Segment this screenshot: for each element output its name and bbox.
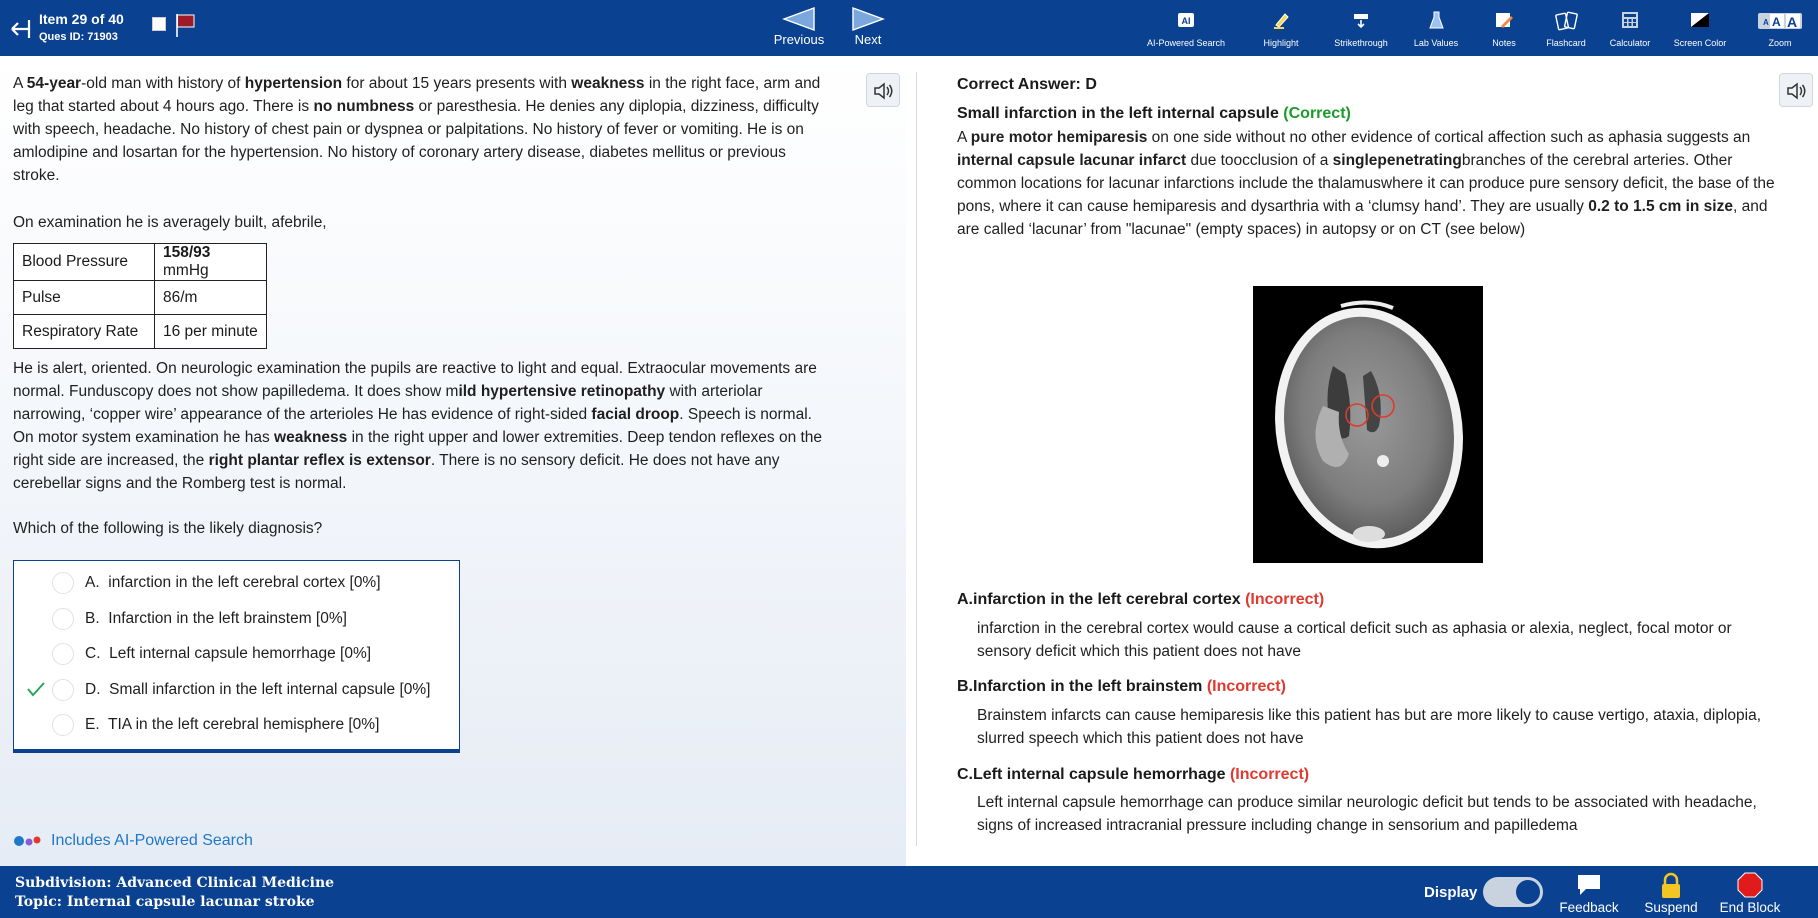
choice-text bbox=[85, 574, 381, 592]
tool-label: Screen Color bbox=[1673, 38, 1727, 48]
choice-a[interactable] bbox=[14, 567, 459, 597]
ai-dots-icon bbox=[13, 835, 43, 847]
question-paragraph-3 bbox=[13, 357, 833, 495]
option-b-heading bbox=[957, 678, 1286, 696]
bold-run: 54-year bbox=[26, 75, 82, 92]
choice-text bbox=[85, 645, 371, 663]
table-row bbox=[14, 315, 267, 349]
text-run: for about 15 years presents with bbox=[342, 75, 572, 92]
text-run: or paresthesia. He denies any diplopia, dizziness, difficulty with speech, headache. No history of chest pain or dyspnea or palpitations. No history of fever or vomiting. He is on amlodipine and losartan for the hypertension. No history of coronary artery disease, diabetes mellitus or previous stroke. bbox=[13, 98, 819, 184]
ct-scan-image bbox=[1253, 286, 1483, 563]
notes-icon bbox=[1493, 10, 1515, 30]
radio-button[interactable] bbox=[52, 608, 74, 630]
brain-ct-illustration bbox=[1253, 286, 1483, 563]
ai-note-text: Includes AI-Powered Search bbox=[51, 832, 253, 849]
ai-search-icon bbox=[1175, 10, 1197, 30]
bold-run: right plantar reflex is extensor bbox=[208, 452, 431, 469]
text-run: . Speech is normal. On motor system examination he has bbox=[13, 406, 812, 446]
item-info bbox=[39, 11, 124, 43]
choice-label: TIA in the left cerebral hemisphere [0%] bbox=[108, 716, 380, 733]
highlight-pen-icon bbox=[1270, 10, 1292, 30]
choice-letter: E. bbox=[85, 716, 100, 733]
choice-c[interactable] bbox=[14, 638, 459, 668]
bold-run: internal capsule lacunar infarct bbox=[957, 152, 1187, 169]
display-label: Display bbox=[1424, 884, 1478, 901]
flag-icon[interactable] bbox=[174, 12, 196, 43]
correct-check-icon bbox=[26, 680, 46, 698]
option-c-heading bbox=[957, 766, 1309, 784]
option-b-explanation: Brainstem infarcts can cause hemiparesis like this patient has but are more likely to cause vertigo, ataxia, diplopia, slurred speech which this patient does not have bbox=[977, 707, 1761, 747]
text-run: due toocclusion of a bbox=[1186, 152, 1333, 169]
next-arrow-icon bbox=[851, 6, 885, 32]
vital-value bbox=[155, 244, 267, 281]
tool-label: AI-Powered Search bbox=[1146, 38, 1226, 48]
vital-label: Respiratory Rate bbox=[14, 315, 155, 349]
subdivision-label: Subdivision: Advanced Clinical Medicine bbox=[15, 875, 335, 891]
tool-label: Strikethrough bbox=[1334, 38, 1388, 48]
answer-choices bbox=[13, 560, 460, 753]
back-arrow-icon[interactable] bbox=[8, 12, 32, 42]
text-run: , and are called ‘lacunar’ from "lacunae" (empty spaces) in autopsy or on CT (see below) bbox=[957, 198, 1768, 238]
vital-value bbox=[155, 281, 267, 315]
option-head: B.Infarction in the left brainstem bbox=[957, 678, 1203, 695]
screen-color-icon bbox=[1689, 10, 1711, 30]
tool-highlight[interactable] bbox=[1252, 6, 1310, 52]
choice-b[interactable] bbox=[14, 603, 459, 633]
question-stem: Which of the following is the likely diagnosis? bbox=[13, 520, 323, 537]
bold-run: ild hypertensive retinopathy bbox=[458, 383, 666, 400]
radio-button[interactable] bbox=[52, 714, 74, 736]
vital-value-rest: 86/m bbox=[163, 288, 198, 306]
text-run: on one side without no other evidence of cortical affection such as aphasia suggests an bbox=[1147, 129, 1751, 146]
tool-screen-color[interactable] bbox=[1668, 6, 1732, 52]
text-run: with arteriolar narrowing, ‘copper wire’ appearance of the arterioles He has evidence of right-sided bbox=[13, 383, 763, 423]
feedback-button[interactable] bbox=[1560, 870, 1618, 916]
topic-label: Topic: Internal capsule lacunar stroke bbox=[15, 894, 315, 910]
tool-label: Calculator bbox=[1609, 38, 1651, 48]
tool-flashcard[interactable] bbox=[1540, 6, 1592, 52]
radio-button[interactable] bbox=[52, 643, 74, 665]
toggle-knob bbox=[1516, 880, 1540, 904]
option-head: C.Left internal capsule hemorrhage bbox=[957, 766, 1226, 783]
bold-run: no numbness bbox=[313, 98, 415, 115]
text-run: A bbox=[13, 75, 27, 92]
vital-value bbox=[155, 315, 267, 349]
feedback-label: Feedback bbox=[1559, 900, 1619, 915]
end-block-label: End Block bbox=[1719, 900, 1781, 915]
item-counter: Item 29 of 40 bbox=[39, 11, 124, 27]
svg-text:A: A bbox=[1787, 14, 1798, 30]
choice-letter: D. bbox=[85, 681, 101, 698]
option-status: (Incorrect) bbox=[1229, 766, 1310, 783]
tool-label: Lab Values bbox=[1413, 38, 1459, 48]
vital-value-rest: mmHg bbox=[163, 262, 209, 279]
tool-label: Flashcard bbox=[1546, 38, 1586, 48]
table-row bbox=[14, 244, 267, 281]
answer-title-text: Small infarction in the left internal capsule bbox=[957, 105, 1279, 122]
choice-text bbox=[85, 610, 347, 628]
choice-letter: B. bbox=[85, 610, 100, 627]
bold-run: singlepenetrating bbox=[1332, 152, 1462, 169]
question-paragraph-1 bbox=[13, 72, 833, 187]
lock-icon bbox=[1659, 872, 1683, 900]
feedback-bubble-icon bbox=[1575, 872, 1603, 898]
previous-arrow-icon bbox=[782, 6, 816, 32]
explanation-body bbox=[957, 126, 1782, 241]
suspend-label: Suspend bbox=[1644, 900, 1698, 915]
text-run: -old man with history of bbox=[81, 75, 245, 92]
table-row bbox=[14, 281, 267, 315]
choice-letter: A. bbox=[85, 574, 100, 591]
speaker-icon bbox=[873, 81, 895, 101]
vitals-table bbox=[13, 243, 267, 349]
stop-octagon-icon bbox=[1737, 872, 1763, 898]
text-run: in the right upper and lower extremities. Deep tendon reflexes on the right side are increased, the bbox=[13, 429, 823, 469]
choice-text bbox=[85, 681, 431, 699]
calculator-icon bbox=[1619, 10, 1641, 30]
choice-label: Infarction in the left brainstem [0%] bbox=[108, 610, 347, 627]
question-id: Ques ID: 71903 bbox=[39, 31, 118, 43]
tool-ai-search[interactable] bbox=[1140, 6, 1232, 52]
vital-value-rest: 16 per minute bbox=[163, 322, 258, 340]
bottom-bar bbox=[0, 866, 1818, 918]
choice-e[interactable] bbox=[14, 709, 459, 739]
option-head: A.infarction in the left cerebral cortex bbox=[957, 591, 1241, 608]
bold-run: facial droop bbox=[591, 406, 680, 423]
ai-powered-search-note[interactable] bbox=[13, 832, 253, 850]
exam-intro: On examination he is averagely built, afebrile, bbox=[13, 214, 327, 231]
tool-label: Zoom bbox=[1768, 38, 1792, 48]
choice-label: Small infarction in the left internal capsule [0%] bbox=[109, 681, 431, 698]
correct-answer-label: Correct Answer: D bbox=[957, 76, 1097, 93]
vital-label: Blood Pressure bbox=[14, 244, 155, 281]
choice-text bbox=[85, 716, 379, 734]
next-button[interactable] bbox=[836, 3, 900, 53]
tool-lab-values[interactable] bbox=[1408, 6, 1464, 52]
svg-text:A: A bbox=[1772, 15, 1781, 29]
panel-divider bbox=[916, 72, 917, 846]
tool-strikethrough[interactable] bbox=[1328, 6, 1394, 52]
text-run: He is alert, oriented. On neurologic examination the pupils are reactive to light and equal. Extraocular movements are normal. Funduscopy does not show papilledema. It does show m bbox=[13, 360, 817, 400]
speaker-button-explanation[interactable] bbox=[1779, 73, 1813, 107]
choice-label: Left internal capsule hemorrhage [0%] bbox=[109, 645, 372, 662]
mark-checkbox[interactable] bbox=[152, 17, 166, 31]
text-run: A bbox=[957, 129, 971, 146]
option-status: (Incorrect) bbox=[1245, 591, 1325, 608]
previous-button[interactable] bbox=[767, 3, 831, 53]
tool-label: Notes bbox=[1492, 38, 1516, 48]
bold-run: weakness bbox=[274, 429, 348, 446]
flashcard-icon bbox=[1555, 10, 1577, 30]
lab-flask-icon bbox=[1425, 10, 1447, 30]
radio-button[interactable] bbox=[52, 572, 74, 594]
tool-calculator[interactable] bbox=[1604, 6, 1656, 52]
answer-title bbox=[957, 105, 1351, 123]
vital-label: Pulse bbox=[14, 281, 155, 315]
option-a-heading bbox=[957, 591, 1324, 609]
display-toggle[interactable] bbox=[1483, 877, 1543, 907]
bold-run: pure motor hemiparesis bbox=[970, 129, 1148, 146]
text-run: . There is no sensory deficit. He does not have any cerebellar signs and the Romberg test is normal. bbox=[13, 452, 780, 492]
choice-label: infarction in the left cerebral cortex [0%] bbox=[108, 574, 381, 591]
tool-zoom[interactable] bbox=[1752, 6, 1808, 52]
bold-run: hypertension bbox=[244, 75, 343, 92]
suspend-button[interactable] bbox=[1644, 870, 1698, 916]
speaker-icon bbox=[1786, 81, 1808, 101]
tool-label: Highlight bbox=[1263, 38, 1299, 48]
option-status: (Incorrect) bbox=[1206, 678, 1286, 695]
vital-value-bold: 158/93 bbox=[163, 244, 211, 261]
zoom-text-icon bbox=[1757, 10, 1803, 30]
choice-letter: C. bbox=[85, 645, 101, 662]
strikethrough-icon bbox=[1350, 10, 1372, 30]
next-label: Next bbox=[854, 32, 882, 47]
previous-label: Previous bbox=[773, 32, 825, 47]
text-run: in the right face, arm and leg that started about 4 hours ago. There is bbox=[13, 75, 821, 115]
svg-text:A: A bbox=[1763, 18, 1769, 27]
speaker-button-question[interactable] bbox=[866, 73, 900, 107]
option-a-explanation: infarction in the cerebral cortex would cause a cortical deficit such as aphasia or alexia, neglect, focal motor or sensory deficit which this patient does not have bbox=[977, 620, 1732, 660]
radio-button[interactable] bbox=[52, 679, 74, 701]
bold-run: weakness bbox=[571, 75, 645, 92]
choice-d[interactable] bbox=[14, 674, 459, 704]
tool-notes[interactable] bbox=[1484, 6, 1524, 52]
top-bar bbox=[0, 0, 1818, 56]
end-block-button[interactable] bbox=[1716, 870, 1784, 916]
text-run: branches of the cerebral arteries. Other common locations for lacunar infarctions include the thalamuswhere it can produce pure sensory deficit, the base of the pons, where it can cause hemiparesis and dysarthria with a ‘clumsy hand’. They are usually bbox=[957, 152, 1775, 215]
svg-text:AI: AI bbox=[1181, 16, 1191, 26]
answer-status: (Correct) bbox=[1283, 105, 1351, 122]
option-c-explanation: Left internal capsule hemorrhage can produce similar neurologic deficit but tends to be associated with headache, signs of increased intracranial pressure including change in sensorium and papilledema bbox=[977, 794, 1757, 834]
bold-run: 0.2 to 1.5 cm in size bbox=[1588, 198, 1733, 215]
